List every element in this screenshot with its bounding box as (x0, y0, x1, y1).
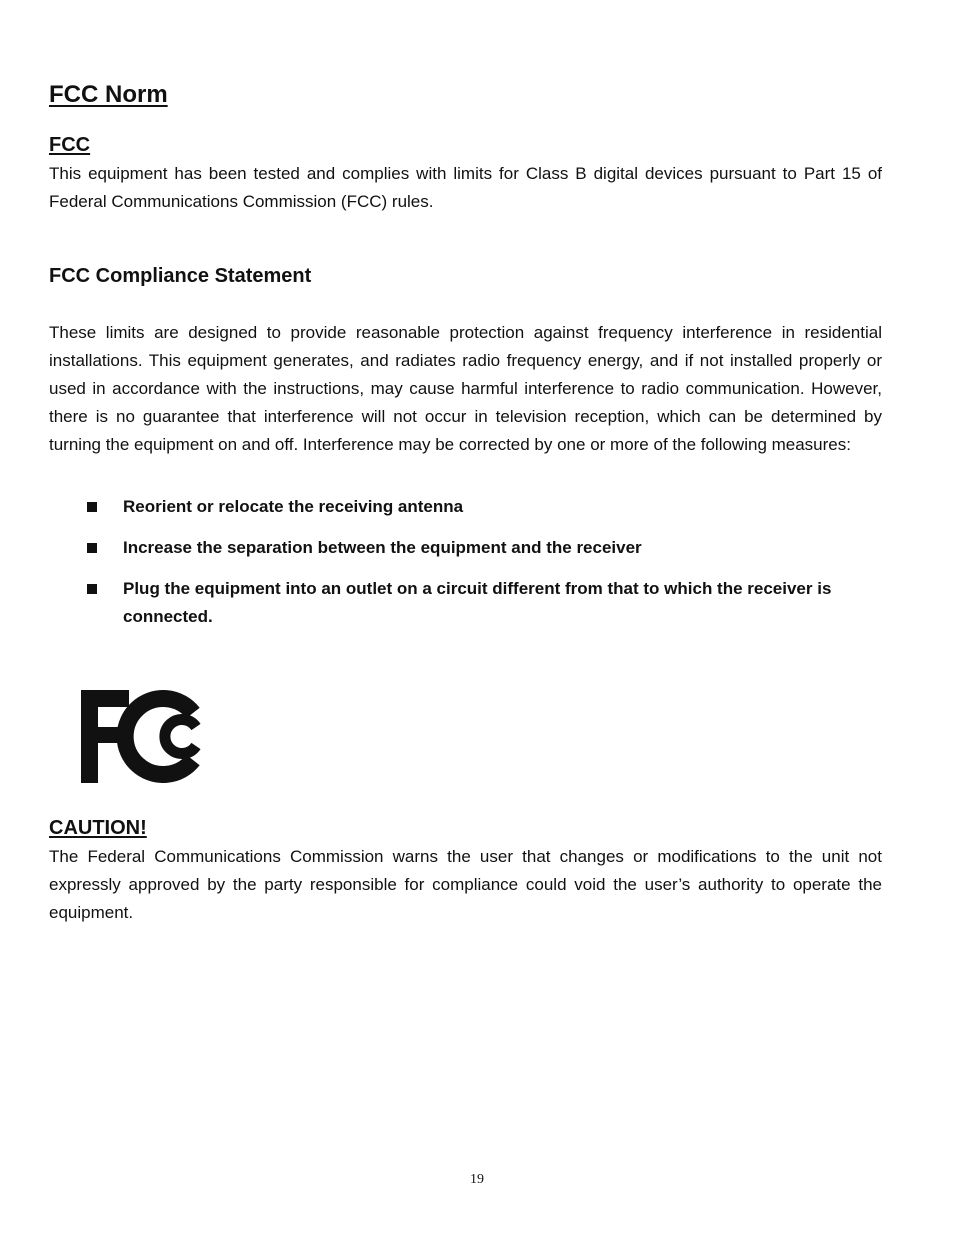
page-title: FCC Norm (49, 81, 168, 108)
caution-paragraph: The Federal Communications Commission warns the user that changes or modifications to the unit not expressly approved by the party responsible for compliance could void the user’s authority to operate the equipment. (49, 847, 882, 922)
square-bullet-icon (87, 502, 97, 512)
measures-list (0, 493, 954, 631)
fcc-heading: FCC (49, 134, 91, 156)
list-item (0, 534, 882, 562)
fcc-paragraph: This equipment has been tested and complies with limits for Class B digital devices pursuant to Part 15 of Federal Communications Commission (FCC) rules. (49, 164, 882, 211)
measure-text: Reorient or relocate the receiving antenna (123, 497, 464, 516)
list-item (0, 493, 882, 521)
square-bullet-icon (87, 543, 97, 553)
compliance-paragraph: These limits are designed to provide reasonable protection against frequency interference in residential installations. This equipment generates, and radiates radio frequency energy, and if not installed properly or used in accordance with the instructions, may cause harmful interference to radio communication. However, there is no guarantee that interference will not occur in television reception, which can be determined by turning the equipment on and off. Interference may be corrected by one or more of the following measures: (49, 323, 882, 454)
measure-text: Plug the equipment into an outlet on a circuit different from that to which the receiver is connected. (123, 579, 832, 626)
caution-heading: CAUTION! (49, 817, 147, 839)
list-item (0, 575, 882, 631)
fcc-logo-icon (81, 690, 213, 783)
page-number: 19 (470, 1172, 484, 1187)
compliance-heading: FCC Compliance Statement (49, 265, 312, 287)
measure-text: Increase the separation between the equipment and the receiver (123, 538, 642, 557)
square-bullet-icon (87, 584, 97, 594)
